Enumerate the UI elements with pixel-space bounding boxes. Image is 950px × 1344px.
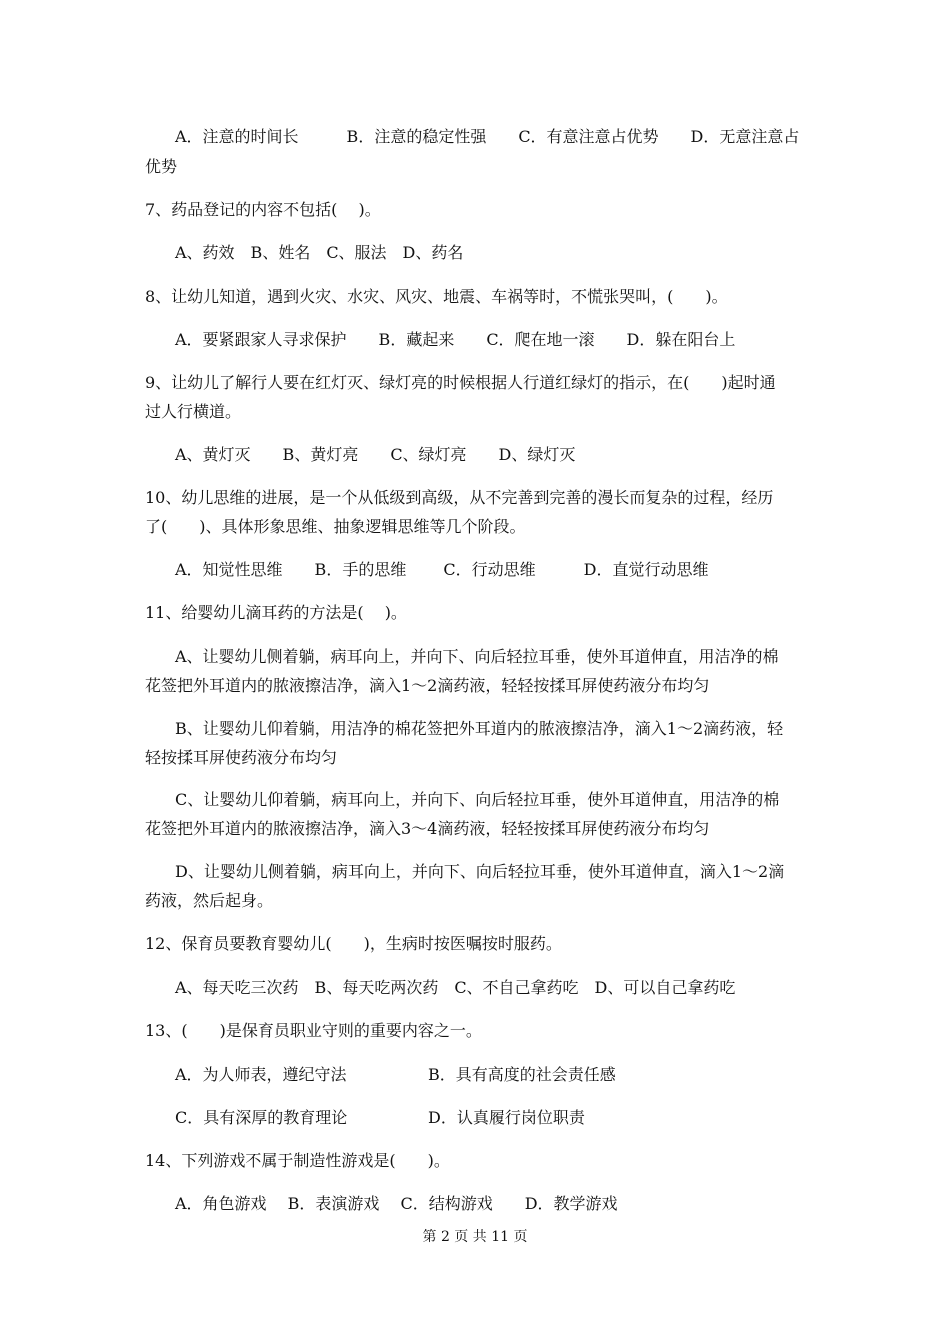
q14-stem: 14、下列游戏不属于制造性游戏是( )。 — [145, 1151, 450, 1170]
q14-options: A．角色游戏 B．表演游戏 C．结构游戏 D．教学游戏 — [175, 1194, 618, 1213]
q11-option-a-line1: A、让婴幼儿侧着躺，病耳向上，并向下、向后轻拉耳垂，使外耳道伸直，用洁净的棉 — [175, 647, 779, 666]
q13-option-a: A．为人师表，遵纪守法 — [175, 1065, 347, 1084]
q12-stem: 12、保育员要教育婴幼儿( )，生病时按医嘱按时服药。 — [145, 934, 562, 953]
q8-options: A．要紧跟家人寻求保护 B．藏起来 C．爬在地一滚 D．躲在阳台上 — [175, 330, 736, 349]
q9-options: A、黄灯灭 B、黄灯亮 C、绿灯亮 D、绿灯灭 — [175, 445, 576, 464]
q12-options: A、每天吃三次药 B、每天吃两次药 C、不自己拿药吃 D、可以自己拿药吃 — [175, 978, 736, 997]
q6-options-line2: 优势 — [145, 157, 178, 176]
q13-option-c: C．具有深厚的教育理论 — [175, 1108, 348, 1127]
q11-option-a-line2: 花签把外耳道内的脓液擦洁净，滴入1～2滴药液，轻轻按揉耳屏使药液分布均匀 — [145, 676, 710, 695]
q11-option-c-line1: C、让婴幼儿仰着躺，病耳向上，并向下、向后轻拉耳垂，使外耳道伸直，用洁净的棉 — [175, 790, 780, 809]
q13-option-b: B．具有高度的社会责任感 — [428, 1065, 616, 1084]
q11-stem: 11、给婴幼儿滴耳药的方法是( )。 — [145, 603, 407, 622]
q9-stem-line2: 过人行横道。 — [145, 402, 242, 421]
q6-options-line1: A．注意的时间长 B．注意的稳定性强 C．有意注意占优势 D．无意注意占 — [175, 127, 800, 146]
q8-stem: 8、让幼儿知道，遇到火灾、水灾、风灾、地震、车祸等时，不慌张哭叫，( )。 — [145, 287, 728, 306]
q11-option-d-line2: 药液，然后起身。 — [145, 891, 274, 910]
q13-stem: 13、( )是保育员职业守则的重要内容之一。 — [145, 1021, 482, 1040]
q11-option-b-line2: 轻按揉耳屏使药液分布均匀 — [145, 748, 338, 767]
q9-stem-line1: 9、让幼儿了解行人要在红灯灭、绿灯亮的时候根据人行道红绿灯的指示，在( )起时通 — [145, 373, 776, 392]
q10-stem-line1: 10、幼儿思维的进展，是一个从低级到高级，从不完善到完善的漫长而复杂的过程，经历 — [145, 488, 774, 507]
q7-options: A、药效 B、姓名 C、服法 D、药名 — [175, 243, 464, 262]
q11-option-c-line2: 花签把外耳道内的脓液擦洁净，滴入3～4滴药液，轻轻按揉耳屏使药液分布均匀 — [145, 819, 710, 838]
q11-option-d-line1: D、让婴幼儿侧着躺，病耳向上，并向下、向后轻拉耳垂，使外耳道伸直，滴入1～2滴 — [175, 862, 785, 881]
page-number-footer: 第 2 页 共 11 页 — [422, 1229, 528, 1245]
q11-option-b-line1: B、让婴幼儿仰着躺，用洁净的棉花签把外耳道内的脓液擦洁净，滴入1～2滴药液，轻 — [175, 719, 784, 738]
q10-options: A．知觉性思维 B．手的思维 C．行动思维 D．直觉行动思维 — [175, 560, 709, 579]
q10-stem-line2: 了( )、具体形象思维、抽象逻辑思维等几个阶段。 — [145, 517, 526, 536]
q7-stem: 7、药品登记的内容不包括( )。 — [145, 200, 381, 219]
q13-option-d: D．认真履行岗位职责 — [428, 1108, 585, 1127]
